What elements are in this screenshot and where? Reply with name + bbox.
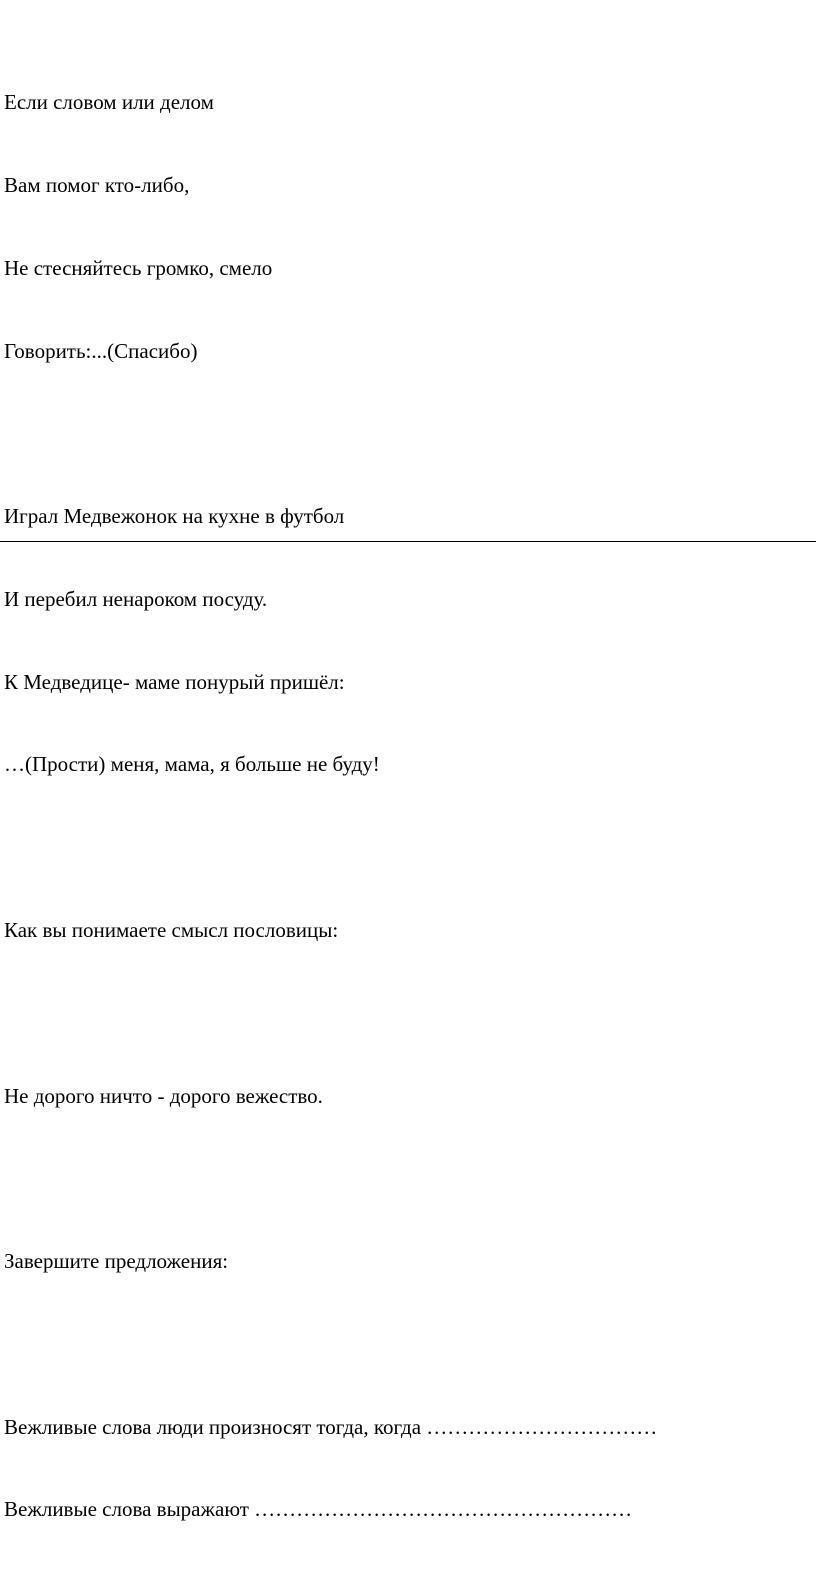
blank-line <box>4 1165 657 1193</box>
task-heading: Завершите предложения: <box>4 1249 229 1274</box>
poem2-line: И перебил ненароком посуду. <box>4 586 268 611</box>
document-text <box>4 34 657 1579</box>
question-text: Как вы понимаете смысл пословицы: <box>4 918 339 942</box>
poem1-line: Говорить:...(Спасибо) <box>4 338 198 363</box>
sentence-line: Вежливые слова люди произносят тогда, когда …………………………… <box>4 1414 658 1439</box>
blank-line <box>4 420 657 448</box>
poem2-line: К Медведице- маме понурый пришёл: <box>4 669 345 694</box>
poem2-line: Играл Медвежонок на кухне в футбол <box>4 504 345 529</box>
blank-line <box>4 1331 657 1359</box>
poem2-line: …(Прости) меня, мама, я больше не буду! <box>4 752 380 777</box>
poem1-line: Не стесняйтесь громко, смело <box>4 255 273 280</box>
poem1-line: Вам помог кто-либо, <box>4 172 190 197</box>
blank-line <box>4 834 657 862</box>
blank-line <box>4 1000 657 1028</box>
poem1-line: Если словом или делом <box>4 90 214 115</box>
sentence-line: Вежливые слова выражают ……………………………………………… <box>4 1497 633 1522</box>
bottom-divider <box>0 541 816 542</box>
proverb-text: Не дорого ничто - дорого вежество. <box>4 1083 323 1108</box>
